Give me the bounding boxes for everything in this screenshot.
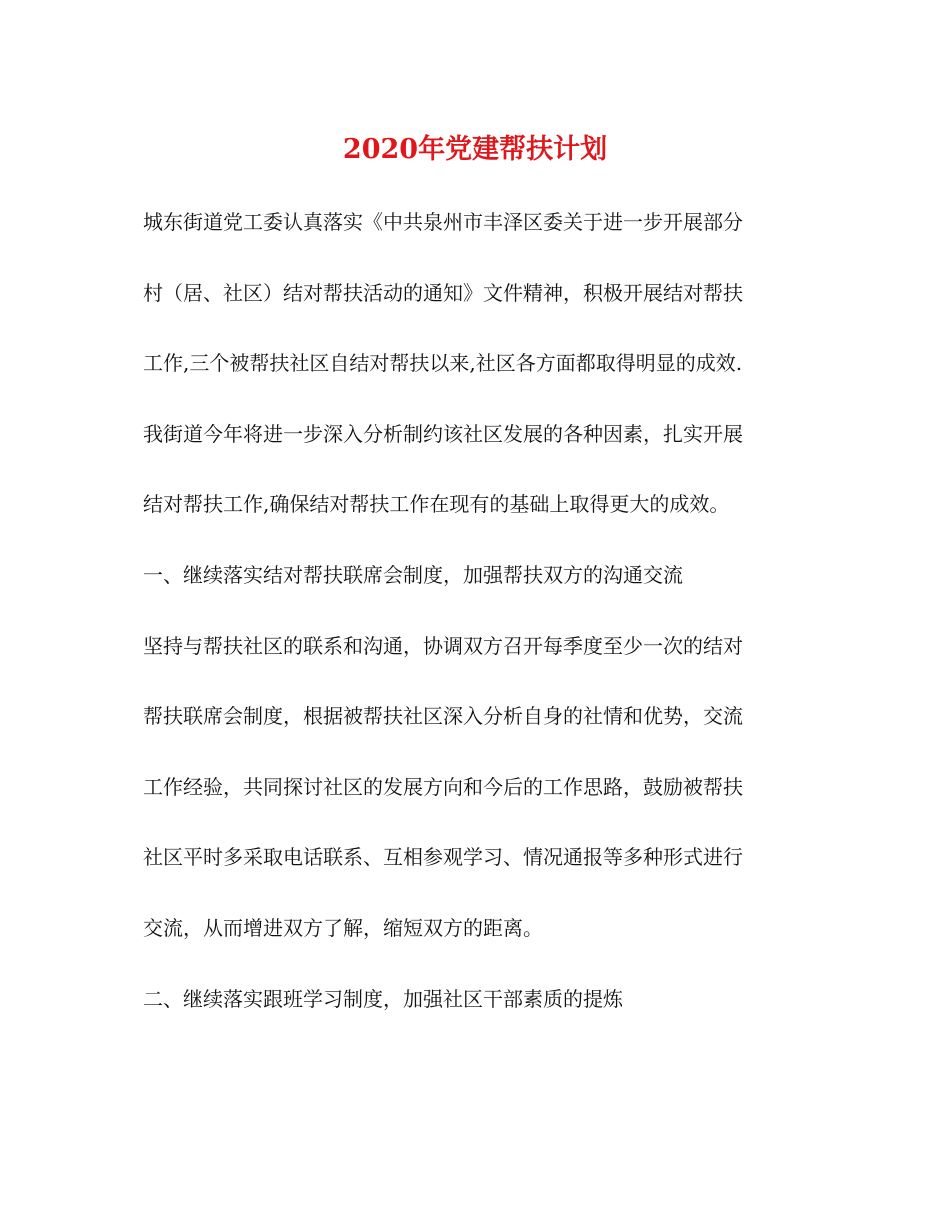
section-heading-2: 二、继续落实跟班学习制度，加强社区干部素质的提炼	[143, 986, 623, 1011]
document-title: 2020年党建帮扶计划	[342, 134, 608, 165]
body-line: 城东街道党工委认真落实《中共泉州市丰泽区委关于进一步开展部分	[143, 210, 743, 234]
body-line: 帮扶联席会制度，根据被帮扶社区深入分析自身的社情和优势，交流	[143, 704, 743, 729]
document-body	[143, 202, 823, 1049]
body-line: 社区平时多采取电话联系、互相参观学习、情况通报等多种形式进行	[143, 845, 743, 870]
body-line: 我街道今年将进一步深入分析制约该社区发展的各种因素，扎实开展	[143, 421, 743, 446]
section-heading-1: 一、继续落实结对帮扶联席会制度，加强帮扶双方的沟通交流	[143, 562, 683, 587]
body-line: 工作,三个被帮扶社区自结对帮扶以来,社区各方面都取得明显的成效.	[143, 351, 743, 376]
body-line: 结对帮扶工作,确保结对帮扶工作在现有的基础上取得更大的成效。	[143, 492, 730, 517]
body-line: 工作经验，共同探讨社区的发展方向和今后的工作思路，鼓励被帮扶	[143, 774, 743, 799]
body-line: 村（居、社区）结对帮扶活动的通知》文件精神，积极开展结对帮扶	[143, 280, 743, 305]
body-line: 坚持与帮扶社区的联系和沟通，协调双方召开每季度至少一次的结对	[143, 633, 743, 658]
body-line: 交流，从而增进双方了解，缩短双方的距离。	[143, 915, 543, 940]
